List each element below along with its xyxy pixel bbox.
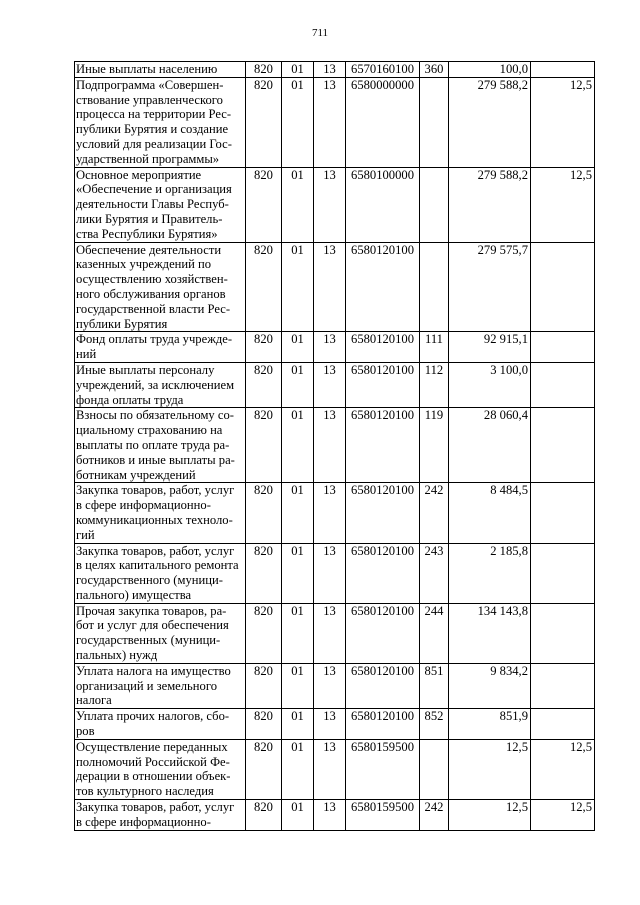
page-number: 711 bbox=[311, 27, 329, 39]
subsection-code-cell bbox=[314, 663, 346, 708]
ministry-code-cell bbox=[246, 483, 282, 543]
ministry-code-cell bbox=[246, 167, 282, 242]
amount-value: 28 060,4 bbox=[483, 408, 528, 423]
ministry-code: 820 bbox=[254, 739, 273, 754]
extra-amount-cell bbox=[531, 332, 595, 363]
item-name-cell bbox=[75, 800, 246, 831]
item-name-cell bbox=[75, 663, 246, 708]
subsection-code-cell bbox=[314, 362, 346, 407]
table-row bbox=[75, 483, 595, 543]
item-name: Осуществление переданных полномочий Российской Фе-дерации в отношении объек-тов культурного наследия bbox=[76, 739, 231, 799]
amount-value: 851,9 bbox=[499, 709, 528, 724]
target-article-code: 6580120100 bbox=[351, 603, 414, 618]
ministry-code-cell bbox=[246, 603, 282, 663]
section-code: 01 bbox=[291, 167, 304, 182]
amount-value: 279 575,7 bbox=[477, 242, 528, 257]
ministry-code-cell bbox=[246, 739, 282, 799]
item-name-cell bbox=[75, 603, 246, 663]
ministry-code-cell bbox=[246, 362, 282, 407]
section-code-cell bbox=[282, 663, 314, 708]
ministry-code-cell bbox=[246, 77, 282, 167]
section-code: 01 bbox=[291, 332, 304, 347]
expense-type-code: 112 bbox=[424, 362, 444, 377]
subsection-code-cell bbox=[314, 800, 346, 831]
amount-cell bbox=[449, 483, 531, 543]
target-article-cell bbox=[346, 543, 420, 603]
expense-type-code: 111 bbox=[425, 332, 443, 347]
target-article-code: 6580000000 bbox=[351, 77, 414, 92]
subsection-code: 13 bbox=[323, 709, 336, 724]
subsection-code-cell bbox=[314, 483, 346, 543]
section-code-cell bbox=[282, 77, 314, 167]
ministry-code: 820 bbox=[254, 167, 273, 182]
amount-cell bbox=[449, 362, 531, 407]
expense-type-code: 119 bbox=[424, 408, 444, 423]
ministry-code: 820 bbox=[254, 408, 273, 423]
target-article-code: 6580120100 bbox=[351, 362, 414, 377]
section-code-cell bbox=[282, 739, 314, 799]
extra-amount-cell bbox=[531, 77, 595, 167]
section-code-cell bbox=[282, 62, 314, 78]
table-row bbox=[75, 62, 595, 78]
target-article-code: 6580120100 bbox=[351, 408, 414, 423]
ministry-code: 820 bbox=[254, 709, 273, 724]
item-name: Прочая закупка товаров, ра-бот и услуг для обеспечения государственных (муници-пальных) нужд bbox=[76, 603, 229, 663]
target-article-code: 6570160100 bbox=[351, 62, 414, 76]
extra-amount-value: 12,5 bbox=[569, 739, 592, 754]
subsection-code: 13 bbox=[323, 332, 336, 347]
target-article-cell bbox=[346, 709, 420, 740]
expense-type-code: 851 bbox=[424, 663, 444, 678]
target-article-code: 6580120100 bbox=[351, 332, 414, 347]
extra-amount-value: 12,5 bbox=[569, 800, 592, 815]
item-name-cell bbox=[75, 739, 246, 799]
target-article-cell bbox=[346, 663, 420, 708]
item-name-cell bbox=[75, 709, 246, 740]
expense-type-cell bbox=[420, 663, 449, 708]
target-article-code: 6580120100 bbox=[351, 543, 414, 558]
section-code: 01 bbox=[291, 800, 304, 815]
subsection-code: 13 bbox=[323, 77, 336, 92]
section-code-cell bbox=[282, 167, 314, 242]
subsection-code-cell bbox=[314, 332, 346, 363]
extra-amount-cell bbox=[531, 483, 595, 543]
subsection-code-cell bbox=[314, 543, 346, 603]
budget-table bbox=[74, 61, 595, 831]
amount-cell bbox=[449, 62, 531, 78]
ministry-code-cell bbox=[246, 663, 282, 708]
extra-amount-value: 12,5 bbox=[569, 77, 592, 92]
amount-value: 279 588,2 bbox=[477, 77, 528, 92]
target-article-cell bbox=[346, 77, 420, 167]
target-article-cell bbox=[346, 483, 420, 543]
expense-type-cell bbox=[420, 603, 449, 663]
section-code: 01 bbox=[291, 663, 304, 678]
item-name: Иные выплаты населению bbox=[76, 62, 218, 76]
target-article-code: 6580100000 bbox=[351, 167, 414, 182]
subsection-code: 13 bbox=[323, 483, 336, 498]
item-name-cell bbox=[75, 77, 246, 167]
expense-type-cell bbox=[420, 800, 449, 831]
subsection-code: 13 bbox=[323, 543, 336, 558]
item-name: Основное мероприятие «Обеспечение и организация деятельности Главы Респуб-лики Бурятия и Правитель-ства Республики Бурятия» bbox=[76, 167, 232, 241]
item-name: Иные выплаты персоналу учреждений, за исключением фонда оплаты труда bbox=[76, 362, 235, 407]
section-code-cell bbox=[282, 408, 314, 483]
expense-type-code: 360 bbox=[424, 62, 444, 76]
amount-cell bbox=[449, 543, 531, 603]
amount-value: 12,5 bbox=[505, 800, 528, 815]
expense-type-cell bbox=[420, 62, 449, 78]
amount-value: 2 185,8 bbox=[490, 543, 528, 558]
table-row bbox=[75, 800, 595, 831]
target-article-cell bbox=[346, 62, 420, 78]
ministry-code: 820 bbox=[254, 362, 273, 377]
subsection-code: 13 bbox=[323, 362, 336, 377]
amount-cell bbox=[449, 408, 531, 483]
item-name: Взносы по обязательному со-циальному страхованию на выплаты по оплате труда ра-ботников и иные выплаты ра-ботникам учреждений bbox=[76, 408, 235, 482]
amount-cell bbox=[449, 800, 531, 831]
table-row bbox=[75, 663, 595, 708]
ministry-code: 820 bbox=[254, 62, 273, 76]
subsection-code-cell bbox=[314, 408, 346, 483]
section-code-cell bbox=[282, 483, 314, 543]
amount-value: 279 588,2 bbox=[477, 167, 528, 182]
ministry-code: 820 bbox=[254, 242, 273, 257]
target-article-cell bbox=[346, 332, 420, 363]
expense-type-code: 244 bbox=[424, 603, 444, 618]
table-row bbox=[75, 543, 595, 603]
amount-cell bbox=[449, 242, 531, 332]
amount-cell bbox=[449, 709, 531, 740]
target-article-code: 6580120100 bbox=[351, 242, 414, 257]
amount-value: 134 143,8 bbox=[477, 603, 528, 618]
section-code: 01 bbox=[291, 362, 304, 377]
target-article-cell bbox=[346, 362, 420, 407]
expense-type-cell bbox=[420, 483, 449, 543]
extra-amount-cell bbox=[531, 603, 595, 663]
ministry-code-cell bbox=[246, 62, 282, 78]
section-code: 01 bbox=[291, 242, 304, 257]
subsection-code-cell bbox=[314, 167, 346, 242]
extra-amount-cell bbox=[531, 408, 595, 483]
item-name: Обеспечение деятельности казенных учреждений по осуществлению хозяйствен-ного обслуживания органов государственной власти Рес-публики Бурятия bbox=[76, 242, 231, 331]
target-article-cell bbox=[346, 800, 420, 831]
table-row bbox=[75, 603, 595, 663]
target-article-cell bbox=[346, 242, 420, 332]
section-code: 01 bbox=[291, 603, 304, 618]
expense-type-cell bbox=[420, 362, 449, 407]
extra-amount-cell bbox=[531, 543, 595, 603]
amount-value: 12,5 bbox=[505, 739, 528, 754]
item-name-cell bbox=[75, 543, 246, 603]
section-code: 01 bbox=[291, 483, 304, 498]
section-code-cell bbox=[282, 709, 314, 740]
subsection-code: 13 bbox=[323, 739, 336, 754]
item-name-cell bbox=[75, 362, 246, 407]
section-code-cell bbox=[282, 332, 314, 363]
section-code-cell bbox=[282, 800, 314, 831]
expense-type-cell bbox=[420, 408, 449, 483]
extra-amount-cell bbox=[531, 242, 595, 332]
ministry-code-cell bbox=[246, 800, 282, 831]
expense-type-cell bbox=[420, 77, 449, 167]
extra-amount-cell bbox=[531, 62, 595, 78]
amount-value: 8 484,5 bbox=[490, 483, 528, 498]
extra-amount-cell bbox=[531, 800, 595, 831]
amount-cell bbox=[449, 167, 531, 242]
section-code-cell bbox=[282, 543, 314, 603]
target-article-code: 6580159500 bbox=[351, 800, 414, 815]
expense-type-cell bbox=[420, 543, 449, 603]
extra-amount-cell bbox=[531, 663, 595, 708]
item-name-cell bbox=[75, 242, 246, 332]
target-article-code: 6580159500 bbox=[351, 739, 414, 754]
ministry-code-cell bbox=[246, 242, 282, 332]
ministry-code: 820 bbox=[254, 332, 273, 347]
subsection-code-cell bbox=[314, 62, 346, 78]
expense-type-cell bbox=[420, 167, 449, 242]
amount-cell bbox=[449, 332, 531, 363]
subsection-code: 13 bbox=[323, 242, 336, 257]
expense-type-cell bbox=[420, 242, 449, 332]
expense-type-cell bbox=[420, 709, 449, 740]
subsection-code: 13 bbox=[323, 603, 336, 618]
subsection-code-cell bbox=[314, 709, 346, 740]
expense-type-code: 242 bbox=[424, 800, 444, 815]
section-code: 01 bbox=[291, 77, 304, 92]
target-article-code: 6580120100 bbox=[351, 709, 414, 724]
extra-amount-cell bbox=[531, 167, 595, 242]
item-name-cell bbox=[75, 62, 246, 78]
table-row bbox=[75, 362, 595, 407]
expense-type-cell bbox=[420, 332, 449, 363]
item-name: Фонд оплаты труда учрежде-ний bbox=[76, 332, 233, 362]
ministry-code-cell bbox=[246, 709, 282, 740]
target-article-cell bbox=[346, 408, 420, 483]
subsection-code: 13 bbox=[323, 663, 336, 678]
item-name: Закупка товаров, работ, услуг в сфере информационно- bbox=[76, 800, 235, 829]
subsection-code-cell bbox=[314, 603, 346, 663]
amount-value: 3 100,0 bbox=[490, 362, 528, 377]
extra-amount-cell bbox=[531, 709, 595, 740]
item-name: Закупка товаров, работ, услуг в сфере информационно-коммуникационных техноло-гий bbox=[76, 483, 235, 542]
section-code-cell bbox=[282, 242, 314, 332]
extra-amount-cell bbox=[531, 739, 595, 799]
target-article-code: 6580120100 bbox=[351, 483, 414, 498]
ministry-code-cell bbox=[246, 332, 282, 363]
item-name: Уплата прочих налогов, сбо-ров bbox=[76, 709, 230, 739]
section-code: 01 bbox=[291, 709, 304, 724]
subsection-code: 13 bbox=[323, 167, 336, 182]
table-body bbox=[75, 62, 595, 831]
amount-cell bbox=[449, 663, 531, 708]
ministry-code: 820 bbox=[254, 543, 273, 558]
subsection-code-cell bbox=[314, 739, 346, 799]
item-name: Закупка товаров, работ, услуг в целях капитального ремонта государственного (муници-пального) имущества bbox=[76, 543, 239, 602]
extra-amount-cell bbox=[531, 362, 595, 407]
table-row bbox=[75, 739, 595, 799]
amount-value: 9 834,2 bbox=[490, 663, 528, 678]
amount-value: 92 915,1 bbox=[483, 332, 528, 347]
expense-type-code: 852 bbox=[424, 709, 444, 724]
expense-type-code: 243 bbox=[424, 543, 444, 558]
section-code: 01 bbox=[291, 543, 304, 558]
section-code-cell bbox=[282, 362, 314, 407]
extra-amount-value: 12,5 bbox=[569, 167, 592, 182]
item-name-cell bbox=[75, 167, 246, 242]
target-article-cell bbox=[346, 603, 420, 663]
amount-value: 100,0 bbox=[499, 62, 528, 76]
ministry-code: 820 bbox=[254, 663, 273, 678]
amount-cell bbox=[449, 77, 531, 167]
section-code: 01 bbox=[291, 62, 304, 76]
item-name-cell bbox=[75, 408, 246, 483]
table-row bbox=[75, 408, 595, 483]
table-row bbox=[75, 167, 595, 242]
amount-cell bbox=[449, 739, 531, 799]
ministry-code: 820 bbox=[254, 800, 273, 815]
item-name: Уплата налога на имущество организаций и земельного налога bbox=[76, 663, 231, 708]
item-name-cell bbox=[75, 332, 246, 363]
target-article-cell bbox=[346, 739, 420, 799]
table-row bbox=[75, 242, 595, 332]
subsection-code: 13 bbox=[323, 408, 336, 423]
section-code: 01 bbox=[291, 408, 304, 423]
item-name: Подпрограмма «Совершен-ствование управленческого процесса на территории Рес-публики Бурятия и создание условий для реализации Гос-ударственной программы» bbox=[76, 77, 232, 166]
expense-type-code: 242 bbox=[424, 483, 444, 498]
section-code-cell bbox=[282, 603, 314, 663]
table-row bbox=[75, 77, 595, 167]
ministry-code: 820 bbox=[254, 77, 273, 92]
section-code: 01 bbox=[291, 739, 304, 754]
subsection-code: 13 bbox=[323, 800, 336, 815]
table-row bbox=[75, 709, 595, 740]
target-article-cell bbox=[346, 167, 420, 242]
subsection-code-cell bbox=[314, 77, 346, 167]
ministry-code-cell bbox=[246, 408, 282, 483]
item-name-cell bbox=[75, 483, 246, 543]
ministry-code-cell bbox=[246, 543, 282, 603]
subsection-code: 13 bbox=[323, 62, 336, 76]
table-row bbox=[75, 332, 595, 363]
expense-type-cell bbox=[420, 739, 449, 799]
subsection-code-cell bbox=[314, 242, 346, 332]
amount-cell bbox=[449, 603, 531, 663]
ministry-code: 820 bbox=[254, 483, 273, 498]
target-article-code: 6580120100 bbox=[351, 663, 414, 678]
ministry-code: 820 bbox=[254, 603, 273, 618]
